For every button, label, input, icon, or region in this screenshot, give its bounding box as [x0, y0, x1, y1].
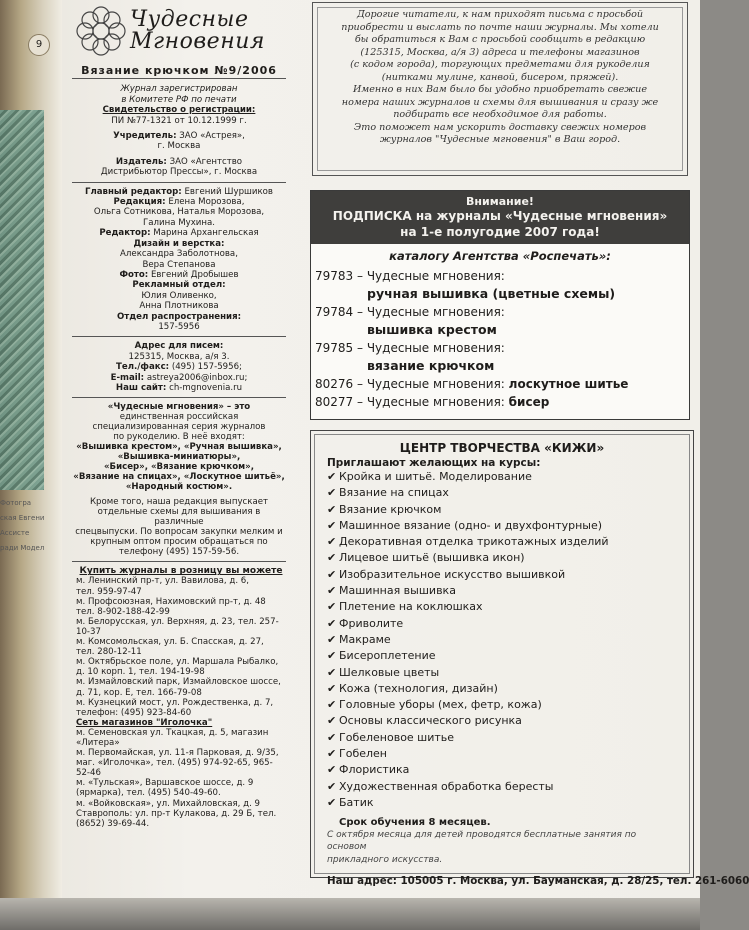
page-bottom-shadow — [0, 898, 700, 930]
subscription-box: Внимание! ПОДПИСКА на журналы «Чудесные мгновения» на 1-е полугодие 2007 года! каталогу Агентства «Роспечать»: 79783 – Чудесные мгновения: ручная вышивка (цветные схемы) 79784 – Чудесные мгновения: вышивка крестом 79785 – Чудесные мгновения: вязание крючком 80276 – Чудесные мгновения: лоскутное шитье 80277 – Чудесные мгновения: бисер — [310, 190, 690, 420]
checkmark-icon: ✔ — [327, 584, 337, 598]
subscription-item: 79783 – Чудесные мгновения: — [315, 269, 505, 283]
checkmark-icon: ✔ — [327, 681, 337, 695]
credit-line: Фотогра — [0, 499, 32, 507]
checkmark-icon: ✔ — [327, 518, 337, 532]
founder-label: Учредитель: — [113, 131, 177, 142]
retail-heading: Купить журналы в розницу вы можете — [79, 566, 283, 577]
credit-line: Ассисте — [0, 529, 30, 537]
tel-value: (495) 157-5956; — [171, 362, 242, 373]
publisher-value: Дистрибьютор Прессы», г. Москва — [100, 167, 258, 178]
course-name: Макраме — [339, 632, 391, 646]
contact-block — [72, 341, 286, 393]
course-name: Вязание крючком — [339, 502, 442, 516]
course-name: Шелковые цветы — [339, 665, 440, 679]
wholesale-note: Кроме того, наша редакция выпускает отдельные схемы для вышивания в различные спецвыпуски. По вопросам закупки мелким и крупным оптом просим обращаться по телефону (495) 157-59-56. — [75, 497, 283, 558]
course-item — [327, 469, 677, 485]
checkmark-icon: ✔ — [327, 747, 337, 761]
chain-heading: Сеть магазинов "Иголочка" — [76, 717, 213, 728]
course-name: Декоративная отделка трикотажных изделий — [339, 535, 609, 549]
course-item — [327, 632, 677, 648]
course-item — [327, 762, 677, 778]
checkmark-icon: ✔ — [327, 567, 337, 581]
site-link[interactable]: ch-mgnovenia.ru — [169, 382, 243, 393]
facing-page-edge — [0, 0, 62, 930]
course-item — [327, 518, 677, 534]
page-number: 9 — [28, 34, 50, 56]
course-duration: Срок обучения 8 месяцев. — [339, 817, 491, 829]
founder-city: г. Москва — [157, 141, 201, 152]
course-name: Машинное вязание (одно- и двухфонтурные) — [339, 518, 603, 532]
staff-list: Главный редактор: Евгений Шуршиков Редакция: Елена Морозова, Ольга Сотникова, Наталья Морозова, Галина Мухина. Редактор: Марина Архангельская Дизайн и верстка: Александра Заболотнова, Вера Степанова Фото: Евгений Дробышев Рекламный отдел: Юлия Оливенко, Анна Плотникова Отдел распространения: 157-5956 — [84, 186, 273, 332]
knitted-garment-photo — [0, 110, 44, 490]
course-name: Художественная обработка бересты — [339, 779, 554, 793]
course-name: Гобелен — [339, 747, 387, 761]
registration-text: Журнал зарегистрирован — [120, 84, 238, 95]
founder-value: ЗАО «Астрея», — [179, 131, 245, 142]
course-name: Головные уборы (мех, фетр, кожа) — [339, 698, 542, 712]
subscription-item: 79784 – Чудесные мгновения: — [315, 305, 505, 319]
checkmark-icon: ✔ — [327, 502, 337, 516]
course-name: Бисероплетение — [339, 649, 436, 663]
course-name: Изобразительное искусство вышивкой — [339, 567, 566, 581]
checkmark-icon: ✔ — [327, 779, 337, 793]
course-name: Фриволите — [339, 616, 404, 630]
course-name: Батик — [339, 795, 374, 809]
course-item — [327, 502, 677, 518]
credit-line: ради Модел — [0, 544, 45, 552]
course-item — [327, 665, 677, 681]
course-item — [327, 697, 677, 713]
subscription-item: 80276 – Чудесные мгновения: лоскутное шитье — [315, 377, 629, 391]
certificate-label: Свидетельство о регистрации: — [102, 105, 256, 116]
course-name: Основы классического рисунка — [339, 714, 522, 728]
course-item — [327, 681, 677, 697]
photo-credits — [0, 496, 60, 556]
course-item — [327, 599, 677, 615]
checkmark-icon: ✔ — [327, 632, 337, 646]
registration-text: в Комитете РФ по печати — [121, 94, 237, 105]
kizhi-courses-box — [310, 430, 749, 887]
checkmark-icon: ✔ — [327, 616, 337, 630]
address-value: 125315, Москва, а/я 3. — [128, 351, 230, 362]
subscription-item: 79785 – Чудесные мгновения: — [315, 341, 505, 355]
course-name: Вязание на спицах — [339, 486, 449, 500]
checkmark-icon: ✔ — [327, 665, 337, 679]
course-list — [327, 469, 677, 811]
site-label: Наш сайт: — [115, 382, 167, 393]
retail-list: Купить журналы в розницу вы можете м. Ленинский пр-т, ул. Вавилова, д. 6, тел. 959-97-47 м. Профсоюзная, Нахимовский пр-т, д. 48 тел. 8-902-188-42-99 м. Белорусская, ул. Верхняя, д. 23, тел. 257-10-37 м. Комсомольская, ул. Б. Спасская, д. 27, тел. 280-12-11 м. Октябрьское поле, ул. Маршала Рыбалко, д. 10 корп. 1, тел. 194-19-98 м. Измайловский парк, Измайловское шоссе, д. 71, кор. Е, тел. 166-79-08 м. Кузнецкий мост, ул. Рождественка, д. 7, телефон: (495) 923-84-60 Сеть магазинов "Иголочка" м. Семеновская ул. Ткацкая, д. 5, магазин «Литера» м. Первомайская, ул. 11-я Парковая, д. 9/35, маг. «Иголочка», тел. (495) 974-92-65, 965-52-46 м. «Тульская», Варшавское шоссе, д. 9 (ярмарка), тел. (495) 540-49-60. м. «Войковская», ул. Михайловская, д. 9 Ставрополь: ул. пр-т Кулакова, д. 29 Б, тел. (8652) 39-69-44. — [72, 566, 286, 828]
course-name: Флористика — [339, 763, 410, 777]
series-description: «Чудесные мгновения» – это единственная российская специализированная серия журналов по рукоделию. В неё входят: «Вышивка крестом», «Ручная вышивка», «Вышивка-миниатюры», «Бисер», «Вязание крючком», «Вязание на спицах», «Лоскутное шитьё», «Народный костюм». — [73, 402, 285, 493]
course-name: Плетение на коклюшках — [339, 600, 483, 614]
checkmark-icon: ✔ — [327, 763, 337, 777]
checkmark-icon: ✔ — [327, 486, 337, 500]
checkmark-icon: ✔ — [327, 551, 337, 565]
center-title: ЦЕНТР ТВОРЧЕСТВА «КИЖИ» — [399, 441, 605, 455]
imprint-column — [72, 0, 286, 829]
credit-line: ская Евгени — [0, 514, 45, 522]
course-name: Гобеленовое шитье — [339, 730, 455, 744]
publisher-label: Издатель: — [115, 156, 167, 167]
children-note: прикладного искусства. — [327, 855, 443, 866]
email-label: E-mail: — [110, 372, 145, 383]
course-item — [327, 746, 677, 762]
subscription-header: Внимание! ПОДПИСКА на журналы «Чудесные мгновения» на 1-е полугодие 2007 года! — [311, 191, 689, 244]
courses-invite: Приглашают желающих на курсы: — [327, 457, 541, 469]
certificate-value: ПИ №77-1321 от 10.12.1999 г. — [111, 115, 247, 126]
course-name: Кройка и шитьё. Моделирование — [339, 470, 532, 483]
course-item — [327, 567, 677, 583]
course-item — [327, 730, 677, 746]
course-item — [327, 795, 677, 811]
course-item — [327, 779, 677, 795]
checkmark-icon: ✔ — [327, 730, 337, 744]
course-item — [327, 616, 677, 632]
crochet-flower-logo-icon — [72, 2, 130, 60]
publisher-value: ЗАО «Агентство — [169, 156, 243, 167]
tel-label: Тел./факс: — [116, 362, 170, 373]
course-name: Кожа (технология, дизайн) — [339, 681, 498, 695]
address-label: Адрес для писем: — [134, 341, 224, 352]
course-item — [327, 550, 677, 566]
readers-appeal-box: Дорогие читатели, к нам приходят письма с просьбой приобрести и выслать по почте наши журналы. Мы хотели бы обратиться к Вам с просьбой сообщить в редакцию (125315, Москва, а/я 3) адреса и телефоны магазинов (с кодом города), торгующих предметами для рукоделия (нитками мулине, канвой, бисером, пряжей). Именно в них Вам было бы удобно приобретать свежие номера наших журналов и схемы для вышивания и сразу же подбирать все необходимое для работы. Это поможет нам ускорить доставку свежих номеров журналов "Чудесные мгновения" в Ваш город. — [312, 2, 688, 176]
checkmark-icon: ✔ — [327, 698, 337, 712]
course-item — [327, 583, 677, 599]
subscription-item: 80277 – Чудесные мгновения: бисер — [315, 395, 550, 409]
checkmark-icon: ✔ — [327, 470, 337, 483]
checkmark-icon: ✔ — [327, 795, 337, 809]
course-name: Машинная вышивка — [339, 584, 456, 598]
issue-number: Вязание крючком №9/2006 — [72, 66, 286, 79]
course-item — [327, 485, 677, 501]
checkmark-icon: ✔ — [327, 714, 337, 728]
checkmark-icon: ✔ — [327, 649, 337, 663]
catalog-title: каталогу Агентства «Роспечать»: — [389, 249, 611, 263]
course-name: Лицевое шитьё (вышивка икон) — [339, 551, 525, 565]
checkmark-icon: ✔ — [327, 535, 337, 549]
masthead — [72, 0, 286, 62]
course-item — [327, 713, 677, 729]
course-item — [327, 648, 677, 664]
magazine-title: Чудесные Мгновения — [130, 7, 265, 54]
checkmark-icon: ✔ — [327, 600, 337, 614]
email-link[interactable]: astreya2006@inbox.ru; — [146, 372, 248, 383]
course-item — [327, 534, 677, 550]
children-note: С октября месяца для детей проводятся бесплатные занятия по основом — [327, 830, 637, 852]
center-address: Наш адрес: 105005 г. Москва, ул. Бауманская, д. 28/25, тел. 261-6060 — [327, 874, 749, 887]
